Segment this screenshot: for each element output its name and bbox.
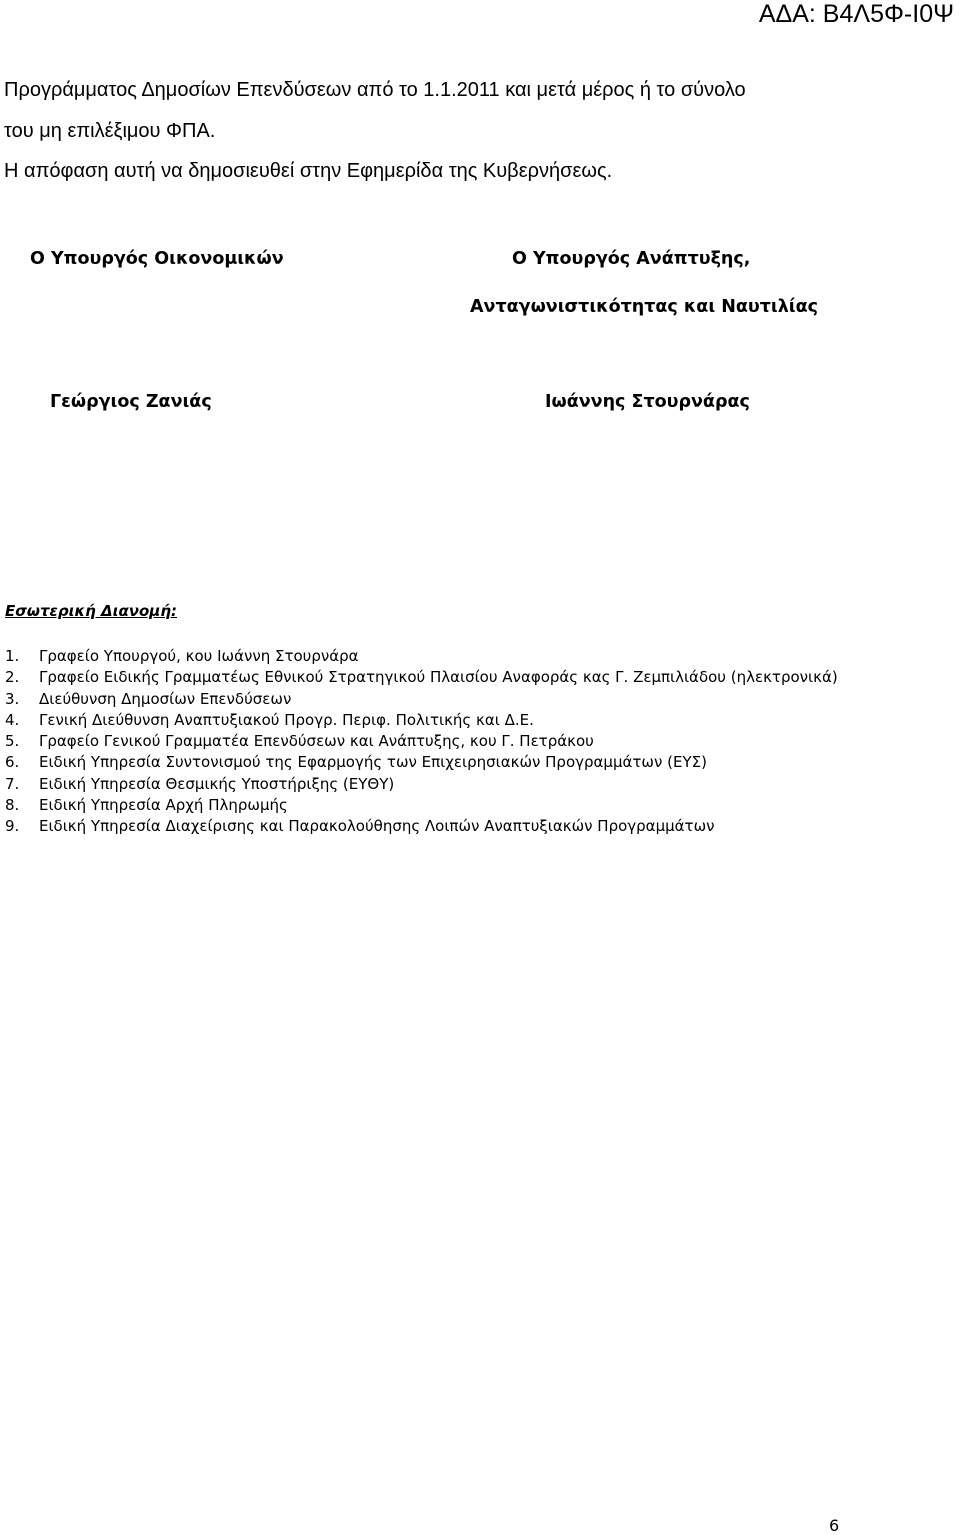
distribution-item-number: 2.: [5, 668, 20, 687]
distribution-item: [5, 667, 955, 688]
distribution-item-text: Διεύθυνση Δημοσίων Επενδύσεων: [39, 689, 292, 708]
distribution-item-number: 6.: [5, 753, 20, 772]
distribution-item-text: Γραφείο Γενικού Γραμματέα Επενδύσεων και Ανάπτυξης, κου Γ. Πετράκου: [39, 732, 594, 751]
signature-right-title-line-2: Ανταγωνιστικότητας και Ναυτιλίας: [470, 297, 819, 317]
distribution-list: [5, 646, 955, 838]
distribution-item: [5, 816, 955, 837]
signature-left-title: Ο Υπουργός Οικονομικών: [30, 249, 284, 269]
distribution-item-text: Γενική Διεύθυνση Αναπτυξιακού Προγρ. Περιφ. Πολιτικής και Δ.Ε.: [39, 710, 534, 729]
distribution-item-number: 3.: [5, 689, 20, 708]
distribution-item: [5, 752, 955, 773]
intro-line-1: Προγράμματος Δημοσίων Επενδύσεων από το 1.1.2011 και μετά μέρος ή το σύνολο: [4, 79, 746, 101]
distribution-item-text: Ειδική Υπηρεσία Θεσμικής Υποστήριξης (ΕΥΘΥ): [39, 774, 395, 793]
distribution-item: [5, 774, 955, 795]
distribution-item-number: 4.: [5, 710, 20, 729]
signature-right-name: Ιωάννης Στουρνάρας: [545, 392, 750, 412]
distribution-item: [5, 710, 955, 731]
distribution-item: [5, 731, 955, 752]
distribution-item-number: 9.: [5, 817, 20, 836]
signature-left-name: Γεώργιος Ζανιάς: [50, 392, 212, 412]
distribution-title: Εσωτερική Διανομή:: [5, 602, 178, 620]
intro-line-2: του μη επιλέξιμου ΦΠΑ.: [4, 120, 216, 142]
distribution-item-number: 5.: [5, 732, 20, 751]
distribution-item-text: Ειδική Υπηρεσία Διαχείρισης και Παρακολούθησης Λοιπών Αναπτυξιακών Προγραμμάτων: [39, 817, 715, 836]
distribution-item: [5, 689, 955, 710]
distribution-item-text: Γραφείο Ειδικής Γραμματέως Εθνικού Στρατηγικού Πλαισίου Αναφοράς κας Γ. Ζεμπιλιάδου (ηλεκτρονικά): [39, 668, 838, 687]
distribution-item-text: Ειδική Υπηρεσία Συντονισμού της Εφαρμογής των Επιχειρησιακών Προγραμμάτων (ΕΥΣ): [39, 753, 707, 772]
distribution-item-number: 1.: [5, 647, 20, 665]
page-number: 6: [829, 1516, 840, 1535]
distribution-item-text: Ειδική Υπηρεσία Αρχή Πληρωμής: [39, 796, 288, 815]
distribution-item-number: 8.: [5, 796, 20, 815]
signature-right-title-line-1: Ο Υπουργός Ανάπτυξης,: [512, 249, 751, 269]
ada-code: ΑΔΑ: Β4Λ5Φ-Ι0Ψ: [758, 0, 954, 28]
distribution-item: [5, 795, 955, 816]
distribution-item-number: 7.: [5, 774, 20, 793]
distribution-item: [5, 646, 955, 667]
intro-line-3: Η απόφαση αυτή να δημοσιευθεί στην Εφημερίδα της Κυβερνήσεως.: [4, 160, 613, 182]
distribution-item-text: Γραφείο Υπουργού, κου Ιωάννη Στουρνάρα: [39, 647, 359, 665]
